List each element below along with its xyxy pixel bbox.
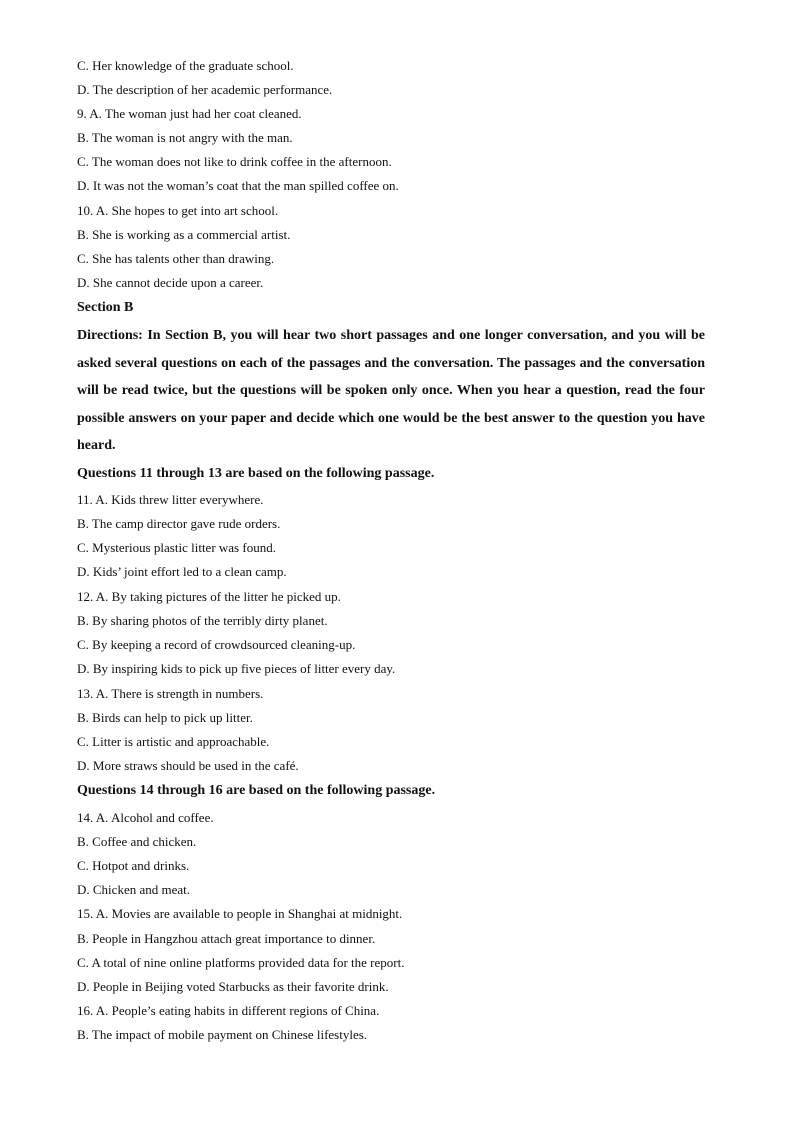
option-line: 10. A. She hopes to get into art school. xyxy=(77,203,279,218)
option-line: B. She is working as a commercial artist. xyxy=(77,227,291,242)
option-line: B. By sharing photos of the terribly dirty planet. xyxy=(77,613,328,628)
option-line: 14. A. Alcohol and coffee. xyxy=(77,810,214,825)
option-line: 11. A. Kids threw litter everywhere. xyxy=(77,492,264,507)
option-line: 15. A. Movies are available to people in Shanghai at midnight. xyxy=(77,906,403,921)
option-line: 13. A. There is strength in numbers. xyxy=(77,686,264,701)
option-line: 16. A. People’s eating habits in different regions of China. xyxy=(77,1003,380,1018)
option-line: D. The description of her academic performance. xyxy=(77,82,333,97)
option-line: D. By inspiring kids to pick up five pieces of litter every day. xyxy=(77,661,396,676)
option-line: D. Kids’ joint effort led to a clean camp. xyxy=(77,564,287,579)
option-line: C. Litter is artistic and approachable. xyxy=(77,734,270,749)
option-line: C. Hotpot and drinks. xyxy=(77,858,190,873)
section-title: Section B xyxy=(77,300,134,315)
question-group-heading: Questions 14 through 16 are based on the following passage. xyxy=(77,783,436,798)
option-line: D. Chicken and meat. xyxy=(77,882,190,897)
option-line: C. A total of nine online platforms provided data for the report. xyxy=(77,955,405,970)
option-line: D. More straws should be used in the café. xyxy=(77,758,299,773)
option-line: B. The impact of mobile payment on Chinese lifestyles. xyxy=(77,1027,368,1042)
option-line: D. It was not the woman’s coat that the man spilled coffee on. xyxy=(77,178,399,193)
option-line: D. People in Beijing voted Starbucks as their favorite drink. xyxy=(77,979,389,994)
option-line: B. The camp director gave rude orders. xyxy=(77,516,281,531)
option-line: 9. A. The woman just had her coat cleaned. xyxy=(77,106,302,121)
option-line: D. She cannot decide upon a career. xyxy=(77,275,264,290)
option-line: C. The woman does not like to drink coffee in the afternoon. xyxy=(77,154,392,169)
option-line: 12. A. By taking pictures of the litter he picked up. xyxy=(77,589,341,604)
question-group-heading: Questions 11 through 13 are based on the following passage. xyxy=(77,466,435,481)
option-line: C. Her knowledge of the graduate school. xyxy=(77,58,294,73)
option-line: C. By keeping a record of crowdsourced cleaning-up. xyxy=(77,637,356,652)
option-line: B. People in Hangzhou attach great importance to dinner. xyxy=(77,931,376,946)
option-line: C. Mysterious plastic litter was found. xyxy=(77,540,276,555)
option-line: B. Birds can help to pick up litter. xyxy=(77,710,253,725)
option-line: C. She has talents other than drawing. xyxy=(77,251,275,266)
option-line: B. The woman is not angry with the man. xyxy=(77,130,293,145)
option-line: B. Coffee and chicken. xyxy=(77,834,197,849)
directions-paragraph: Directions: In Section B, you will hear two short passages and one longer conversation, and you will be asked several questions on each of the passages and the conversation. The passages and the conversation will be read twice, but the questions will be spoken only once. When you hear a question, read the four possible answers on your paper and decide which one would be the best answer to the question you have heard. xyxy=(77,328,705,454)
